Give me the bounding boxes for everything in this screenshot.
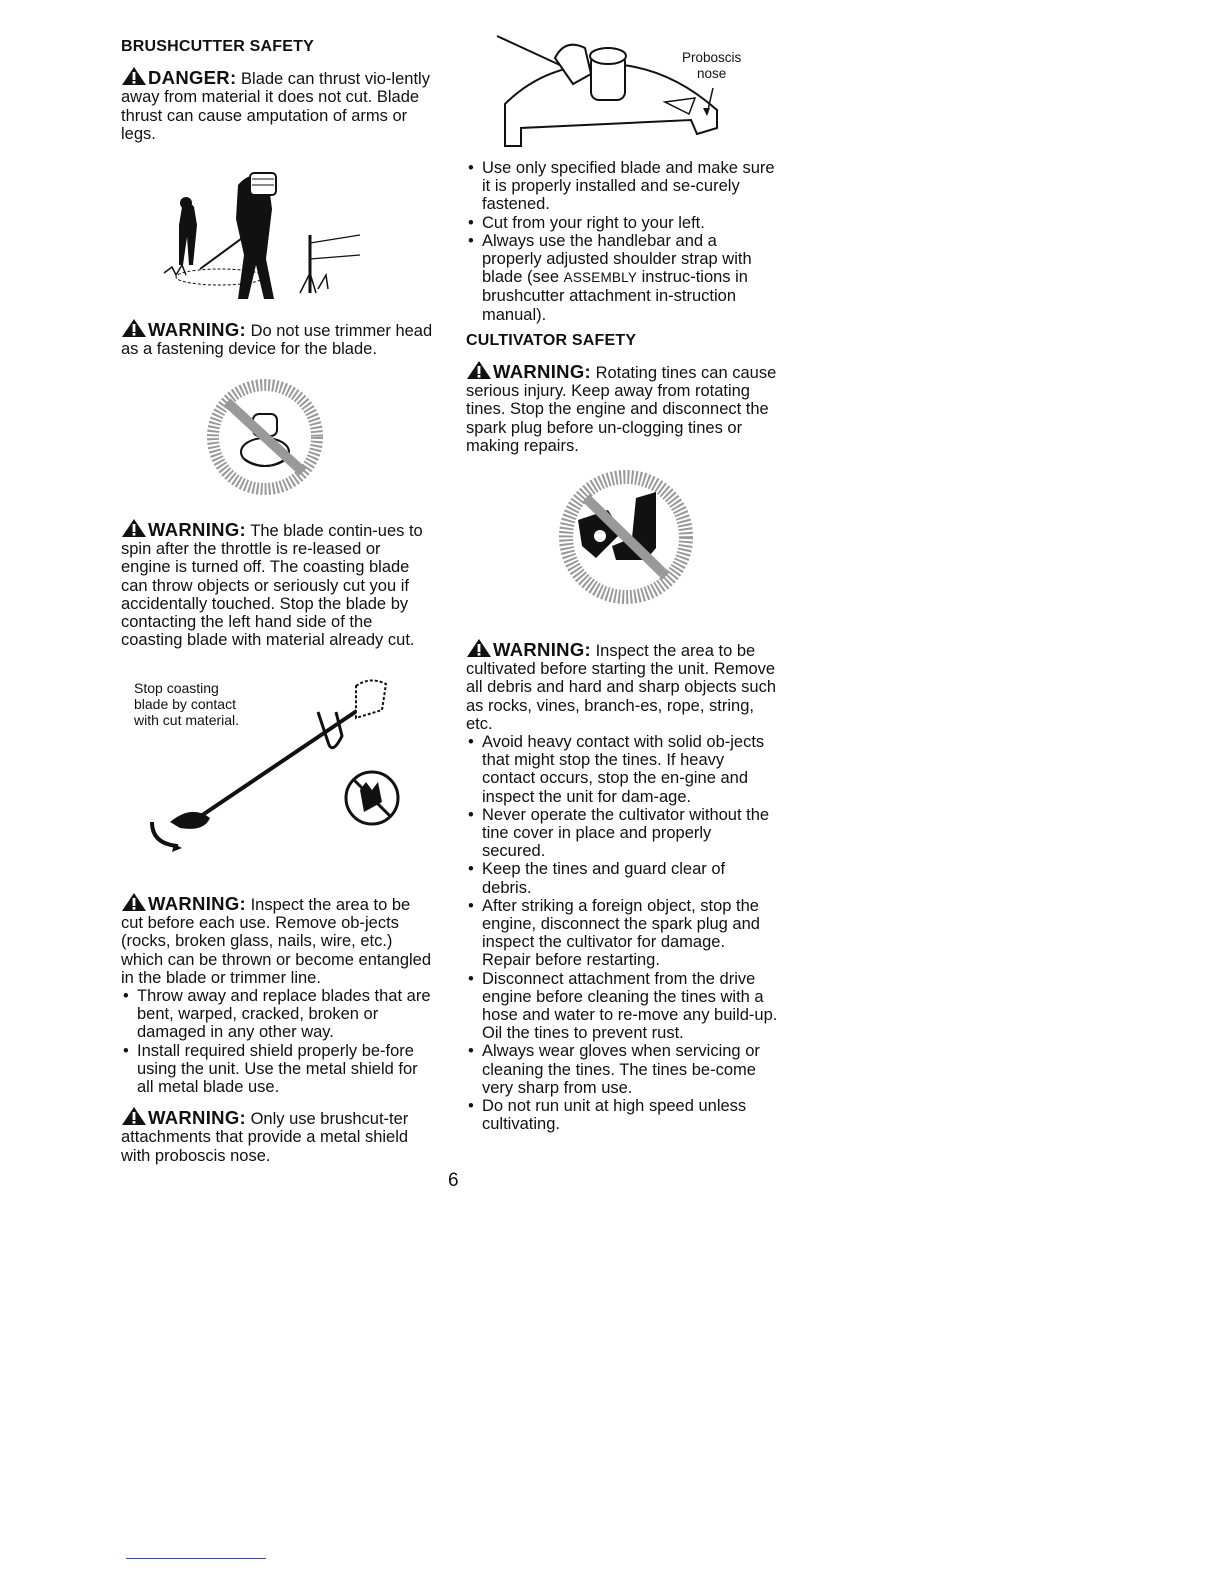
left-column-d [121, 892, 433, 1165]
warning2-signal-word: WARNING: [148, 519, 246, 540]
coasting-caption-line2: blade by contact [134, 696, 236, 712]
warning-triangle-icon [121, 66, 147, 86]
proboscis-caption [682, 50, 741, 82]
list-item: • Use only specified blade and make sure it is properly installed and se-curely fastened. [466, 159, 778, 214]
warning-triangle-icon [121, 518, 147, 538]
danger-text: Blade can thrust vio-lently away from material it does not cut. Blade thrust can cause amputation of arms or legs. [121, 70, 430, 143]
right-column [466, 159, 778, 455]
warning6-text: Inspect the area to be cultivated before starting the unit. Remove all debris and hard and sharp objects such as rocks, vines, branch-es, rope, string, etc. [466, 642, 777, 733]
danger-paragraph [121, 66, 433, 143]
list-item [466, 232, 778, 324]
warning3-paragraph [121, 892, 433, 987]
no-trimmer-head-figure [205, 378, 325, 496]
left-bullet-list [121, 987, 433, 1096]
warning2-text: The blade contin-ues to spin after the throttle is re-leased or engine is turned off. The coasting blade can throw objects or seriously cut you if accidentally touched. Stop the blade by contacting the left hand side of the coasting blade with material already cut. [121, 522, 423, 650]
page-number: 6 [448, 1170, 459, 1191]
list-item: • Never operate the cultivator without the tine cover in place and properly secured. [466, 806, 778, 861]
right-column-b [466, 638, 778, 1133]
rotating-tines-figure [556, 468, 696, 606]
warning4-text: Only use brushcut-ter attachments that provide a metal shield with proboscis nose. [121, 1110, 409, 1165]
left-column-b [121, 318, 433, 358]
warning6-paragraph [466, 638, 778, 733]
warning3-text: Inspect the area to be cut before each use. Remove ob-jects (rocks, broken glass, nails, wire, etc.) which can be thrown or become entangled in the blade or trimmer line. [121, 896, 432, 987]
bullet3-text-pre: Always use the handlebar and a properly adjusted shoulder strap with blade (see [482, 231, 752, 287]
warning-triangle-icon [121, 318, 147, 338]
warning5-paragraph [466, 360, 778, 455]
warning4-paragraph [121, 1106, 433, 1165]
list-item: • Throw away and replace blades that are bent, warped, cracked, broken or damaged in any other way. [121, 987, 433, 1042]
list-item: • Always wear gloves when servicing or cleaning the tines. The tines be-come very sharp from use. [466, 1042, 778, 1097]
warning5-signal-word: WARNING: [493, 361, 591, 383]
warning-triangle-icon [466, 638, 492, 658]
right-bullet-list [466, 733, 778, 1133]
coasting-caption-line1: Stop coasting [134, 680, 219, 696]
right-top-bullet-list [466, 159, 778, 324]
warning-triangle-icon [121, 1106, 147, 1126]
assembly-reference: ASSEMBLY [563, 270, 638, 286]
warning2-paragraph [121, 518, 433, 649]
footer-rule [126, 1558, 266, 1559]
warning3-signal-word: WARNING: [148, 893, 246, 914]
warning4-signal-word: WARNING: [148, 1107, 246, 1129]
left-column-c [121, 518, 433, 649]
warning1-paragraph [121, 318, 433, 358]
list-item: • Keep the tines and guard clear of debris. [466, 860, 778, 896]
proboscis-caption-line2: nose [697, 66, 727, 81]
list-item: • After striking a foreign object, stop the engine, disconnect the spark plug and inspect the cultivator for damage. Repair before restarting. [466, 897, 778, 970]
coasting-blade-figure [140, 672, 420, 862]
list-item: • Do not run unit at high speed unless cultivating. [466, 1097, 778, 1133]
warning5-text: Rotating tines can cause serious injury. Keep away from rotating tines. Stop the engine and disconnect the spark plug before un-clogging tines or making repairs. [466, 364, 777, 455]
danger-signal-word: DANGER: [148, 67, 237, 89]
list-item: • Cut from your right to your left. [466, 214, 778, 232]
list-item: • Install required shield properly be-fore using the unit. Use the metal shield for all metal blade use. [121, 1042, 433, 1097]
left-column [121, 38, 433, 143]
cultivator-safety-heading: CULTIVATOR SAFETY [466, 331, 637, 349]
warning1-text: Do not use trimmer head as a fastening device for the blade. [121, 322, 433, 359]
operator-figure [160, 165, 360, 300]
brushcutter-safety-heading: BRUSHCUTTER SAFETY [121, 38, 314, 55]
warning1-signal-word: WARNING: [148, 319, 246, 340]
list-item: • Avoid heavy contact with solid ob-jects that might stop the tines. If heavy contact occurs, stop the en-gine and inspect the unit for dam-age. [466, 733, 778, 806]
warning-triangle-icon [121, 892, 147, 912]
list-item: • Disconnect attachment from the drive engine before cleaning the tines with a hose and water to re-move any build-up. Oil the tines to prevent rust. [466, 970, 778, 1043]
proboscis-caption-line1: Proboscis [682, 50, 742, 65]
coasting-caption-line3: with cut material. [134, 712, 240, 728]
warning-triangle-icon [466, 360, 492, 380]
warning6-signal-word: WARNING: [493, 639, 591, 660]
bullet3-text-post: instruc-tions in brushcutter attachment in-struction manual). [482, 268, 748, 324]
